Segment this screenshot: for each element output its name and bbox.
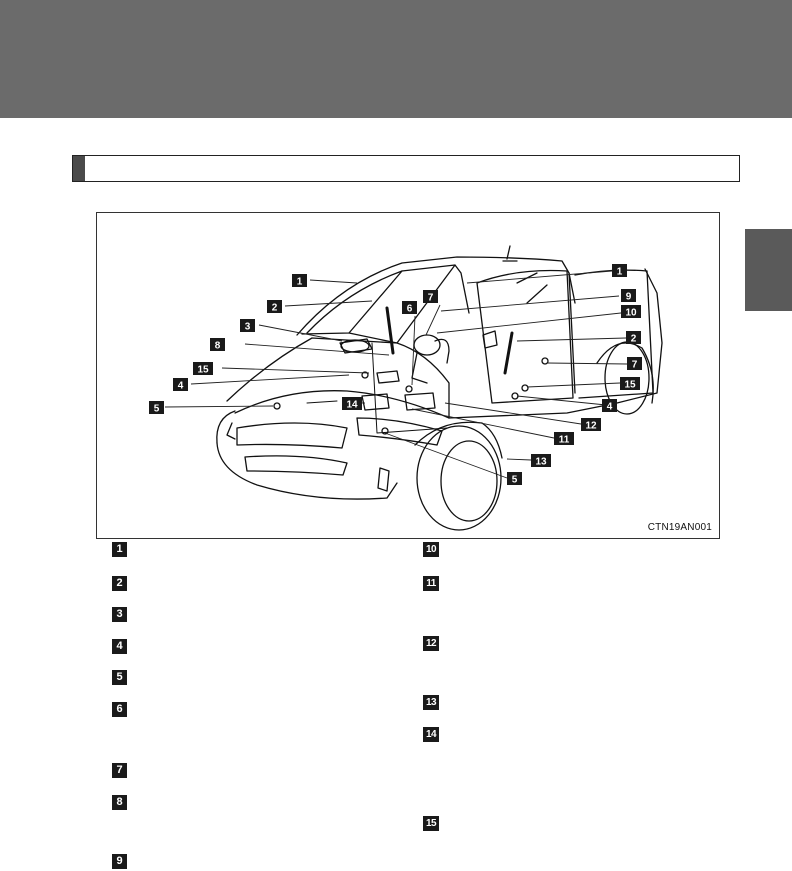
legend-number: 12 — [423, 636, 439, 651]
legend-number: 7 — [112, 763, 127, 778]
callout-label: 15 — [624, 379, 636, 391]
callout-label: 8 — [214, 340, 221, 352]
legend-number: 6 — [112, 702, 127, 717]
legend-number: 14 — [423, 727, 439, 742]
callout-2-left — [267, 300, 282, 314]
callout-label: 14 — [346, 399, 358, 411]
callout-label: 10 — [625, 307, 637, 319]
callout-5-right — [507, 472, 522, 486]
callout-12 — [581, 418, 601, 432]
figure-code: CTN19AN001 — [647, 522, 712, 533]
section-title-bar — [72, 155, 740, 182]
callout-7-right — [627, 357, 642, 371]
legend-number: 4 — [112, 639, 127, 654]
callout-1-right — [612, 264, 627, 278]
legend-number: 2 — [112, 576, 127, 591]
legend-number: 8 — [112, 795, 127, 810]
callout-label: 15 — [197, 364, 209, 376]
grille-upper — [237, 423, 347, 448]
grille-lower — [245, 456, 347, 475]
callout-6 — [402, 301, 417, 315]
steering-wheel — [414, 335, 440, 355]
legend-number: 5 — [112, 670, 127, 685]
callout-label: 7 — [427, 292, 434, 304]
callout-5-left — [149, 401, 164, 415]
legend-number: 9 — [112, 854, 127, 869]
callout-10 — [621, 305, 641, 319]
callout-label: 13 — [535, 456, 547, 468]
callout-label: 12 — [585, 420, 597, 432]
legend-number: 15 — [423, 816, 439, 831]
callout-label: 9 — [625, 291, 632, 303]
callout-label: 7 — [631, 359, 638, 371]
front-wheel — [417, 426, 501, 530]
front-bumper — [217, 443, 397, 499]
callout-label: 1 — [616, 266, 623, 278]
callout-3 — [240, 319, 255, 333]
callout-11 — [554, 432, 574, 446]
callout-4-right — [602, 399, 617, 413]
srs-airbag-location-figure — [96, 212, 720, 539]
callout-label: 11 — [558, 434, 570, 446]
callout-label: 6 — [406, 303, 413, 315]
legend-number: 13 — [423, 695, 439, 710]
legend-number: 3 — [112, 607, 127, 622]
chapter-side-tab[interactable] — [745, 229, 792, 311]
legend-number: 1 — [112, 542, 127, 557]
callout-label: 1 — [296, 276, 303, 288]
callout-label: 5 — [153, 403, 160, 415]
section-title-accent — [73, 156, 85, 181]
callout-label: 4 — [177, 380, 184, 392]
callout-14 — [342, 397, 362, 411]
module-13 — [405, 393, 435, 410]
vehicle-illustration — [97, 213, 721, 540]
callout-label: 2 — [630, 333, 637, 345]
chapter-header-band — [0, 0, 792, 118]
callout-label: 5 — [511, 474, 518, 486]
callout-1-left — [292, 274, 307, 288]
callout-label: 2 — [271, 302, 278, 314]
antenna-icon — [503, 246, 517, 261]
callout-2-right — [626, 331, 641, 345]
callout-9 — [621, 289, 636, 303]
front-door-opening — [477, 271, 573, 404]
legend-number: 11 — [423, 576, 439, 591]
callout-label: 3 — [244, 321, 251, 333]
callout-8 — [210, 338, 225, 352]
callout-7-top — [423, 290, 438, 304]
callout-15-right — [620, 377, 640, 391]
callout-4-left — [173, 378, 188, 392]
callout-label: 4 — [606, 401, 613, 413]
side-mirror — [483, 331, 497, 348]
callout-13 — [531, 454, 551, 468]
legend-number: 10 — [423, 542, 439, 557]
callout-15-left — [193, 362, 213, 376]
rear-door-opening — [575, 270, 653, 398]
